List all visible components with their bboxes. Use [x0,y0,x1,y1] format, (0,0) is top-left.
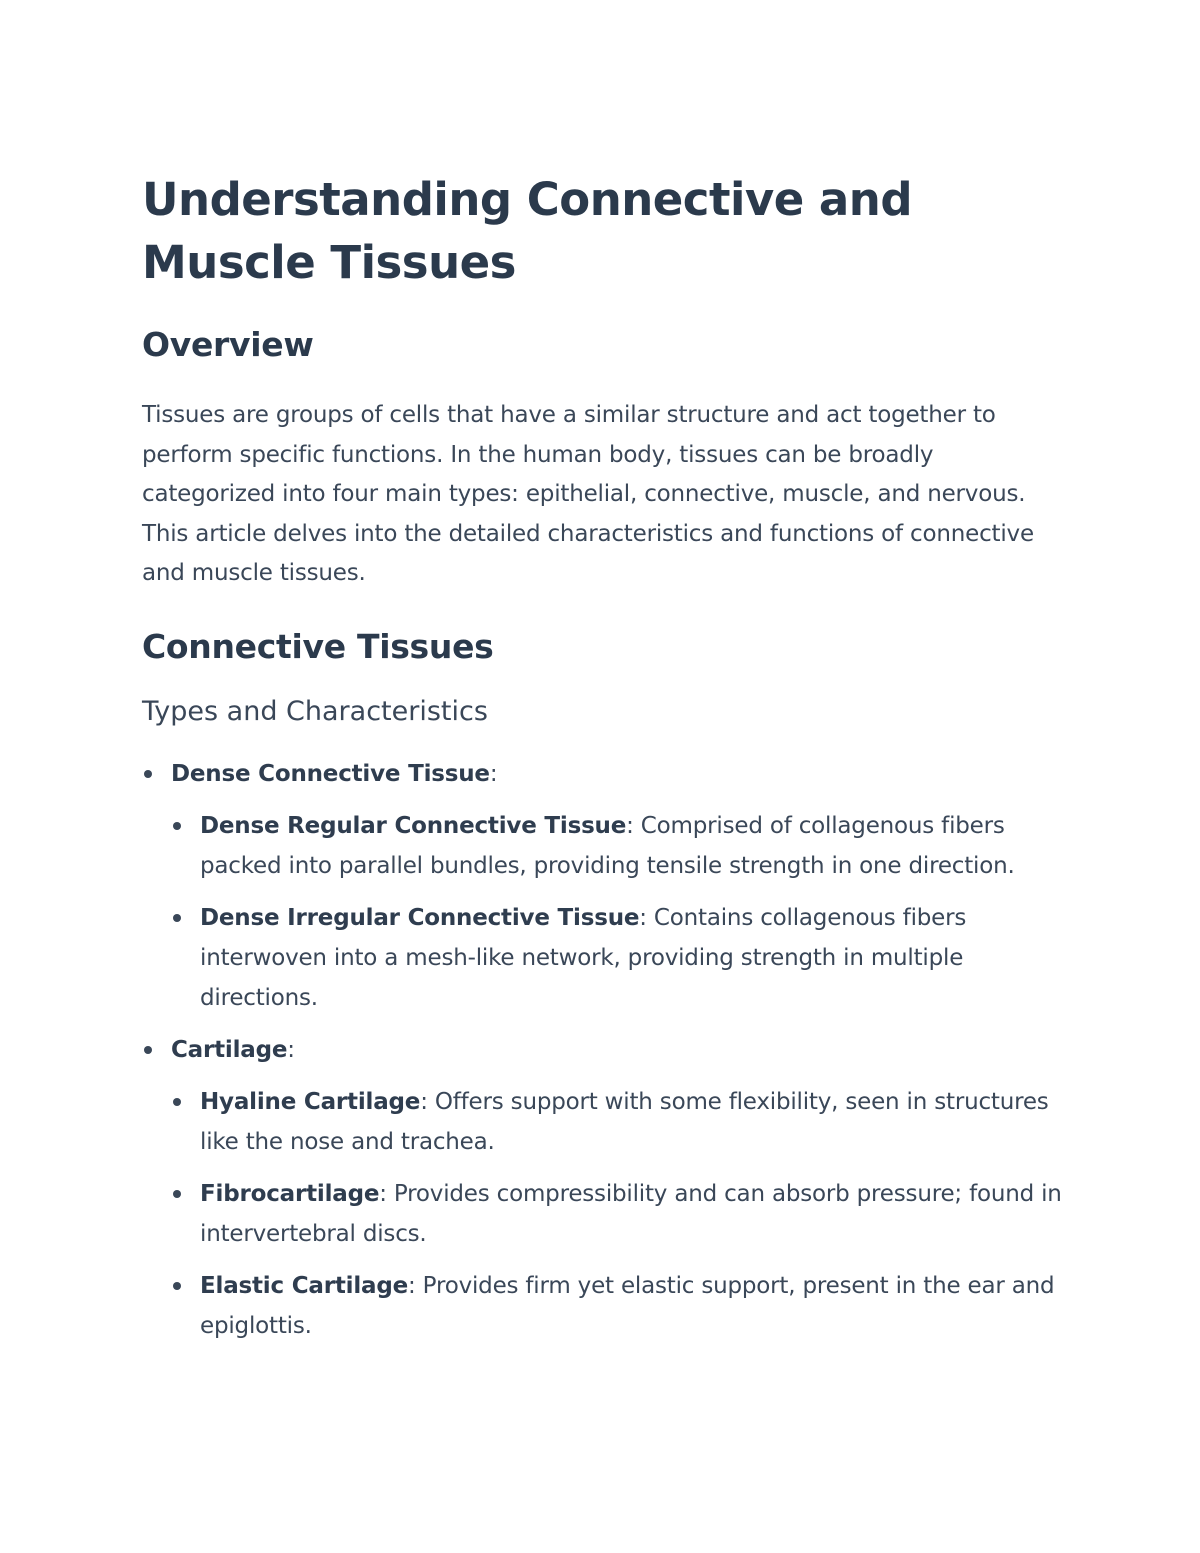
list-item [171,806,1062,886]
bullet-icon [173,822,181,830]
list-term: Dense Connective Tissue [171,760,490,787]
list-text: : Contains collagenous fibers interwoven into a mesh-like network, providing strength in multiple directions. [200,904,967,1011]
list-item [171,1266,1062,1346]
list-term: Elastic Cartilage [200,1272,409,1299]
list-term: Cartilage [171,1036,288,1063]
list-term: Fibrocartilage [200,1180,380,1207]
list-suffix: : [489,760,498,787]
document-page [142,168,1062,1346]
dense-connective-sublist [171,806,1062,1018]
list-text: : Comprised of collagenous fibers packed into parallel bundles, providing tensile strength in one direction. [200,812,1015,879]
cartilage-sublist [171,1082,1062,1346]
list-suffix: : [287,1036,295,1063]
bullet-icon [173,1098,181,1106]
list-term: Dense Irregular Connective Tissue [200,904,640,931]
connective-tissues-heading: Connective Tissues [142,626,494,666]
page-title: Understanding Connective and Muscle Tissues [142,173,913,289]
list-text: : Offers support with some flexibility, seen in structures like the nose and trachea. [200,1088,1049,1155]
list-item [171,1082,1062,1162]
list-item-dense-connective [142,754,1062,1018]
list-term: Dense Regular Connective Tissue [200,812,627,839]
list-term: Hyaline Cartilage [200,1088,421,1115]
bullet-icon [173,1190,181,1198]
list-text: : Provides firm yet elastic support, present in the ear and epiglottis. [200,1272,1055,1339]
bullet-icon [144,1046,152,1054]
overview-paragraph: Tissues are groups of cells that have a similar structure and act together to perform specific functions. In the human body, tissues can be broadly categorized into four main types: epithelial, connective, muscle, and nervous. This article delves into the detailed characteristics and functions of connective and muscle tissues. [142,402,1034,586]
bullet-icon [173,1282,181,1290]
overview-heading: Overview [142,325,314,364]
list-text: : Provides compressibility and can absorb pressure; found in intervertebral discs. [200,1180,1062,1247]
tissue-type-list [142,754,1062,1346]
bullet-icon [173,914,181,922]
types-characteristics-subheading: Types and Characteristics [142,695,488,727]
list-item [171,898,1062,1018]
bullet-icon [144,770,152,778]
list-item [171,1174,1062,1254]
list-item-cartilage [142,1030,1062,1346]
